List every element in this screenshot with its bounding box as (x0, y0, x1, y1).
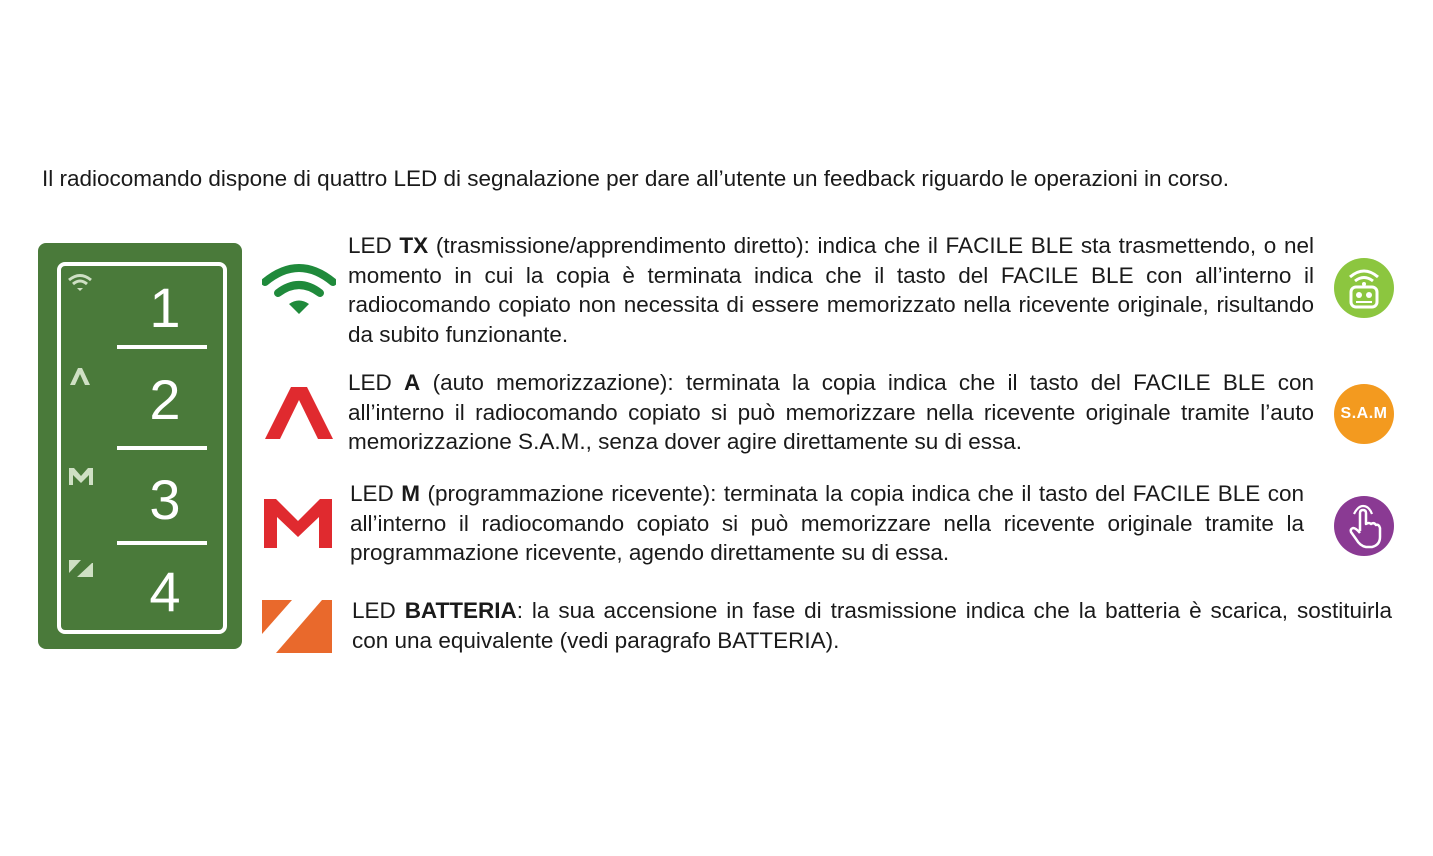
led-battery-prefix: LED (352, 598, 405, 623)
letter-m-icon (262, 497, 334, 549)
letter-a-icon (263, 385, 335, 440)
led-battery-description (352, 596, 1392, 655)
battery-small-icon (67, 558, 95, 578)
remote-wifi-icon (1340, 264, 1388, 312)
led-a-prefix: LED (348, 370, 405, 395)
intro-text: Il radiocomando dispone di quattro LED di segnalazione per dare all’utente un feedback riguardo le operazioni in corso. (42, 166, 1230, 191)
hand-touch-icon (1342, 503, 1386, 549)
led-a-name: A (404, 370, 421, 395)
led-a-text: (auto memorizzazione): terminata la copia indica che il tasto del FACILE BLE con all’interno il radiocomando copiato si può memorizzare nella ricevente originale tramite l’auto memorizzazione S.A.M., senza dover agire direttamente su di essa. (348, 370, 1314, 454)
remote-illustration (38, 243, 242, 649)
separator (117, 541, 207, 545)
led-m-description (350, 479, 1304, 568)
battery-icon (262, 598, 334, 654)
sam-badge: S.A.M (1334, 384, 1394, 444)
wifi-small-icon (67, 272, 93, 292)
wifi-icon (262, 262, 336, 316)
led-m-prefix: LED (350, 481, 402, 506)
led-battery-name: BATTERIA (404, 598, 517, 623)
button-2: 2 (149, 368, 181, 431)
button-1: 1 (149, 276, 181, 339)
led-m-name: M (401, 481, 421, 506)
led-m-text: (programmazione ricevente): terminata la copia indica che il tasto del FACILE BLE con all’interno il radiocomando copiato si può memorizzare nella ricevente originale tramite la programmazione ricevente, agendo direttamente su di essa. (350, 481, 1304, 565)
led-tx-name: TX (399, 233, 429, 258)
remote-frame (57, 262, 227, 634)
led-battery-text: : la sua accensione in fase di trasmissione indica che la batteria è scarica, sostituirla con una equivalente (vedi paragrafo BATTERIA). (352, 598, 1392, 653)
led-tx-prefix: LED (348, 233, 400, 258)
letter-m-small-icon (67, 466, 95, 486)
remote-wifi-badge (1334, 258, 1394, 318)
button-4: 4 (149, 560, 181, 623)
led-tx-description (348, 231, 1314, 349)
separator (117, 345, 207, 349)
led-a-description (348, 368, 1314, 457)
led-tx-text: (trasmissione/apprendimento diretto): indica che il FACILE BLE sta trasmettendo, o nel momento in cui la copia è terminata indica che il tasto del FACILE BLE con all’interno il radiocomando copiato non necessita di essere memorizzato nella ricevente originale, risultando da subito funzionante. (348, 233, 1314, 347)
separator (117, 446, 207, 450)
button-3: 3 (149, 468, 181, 531)
letter-a-small-icon (67, 366, 93, 386)
hand-touch-badge (1334, 496, 1394, 556)
